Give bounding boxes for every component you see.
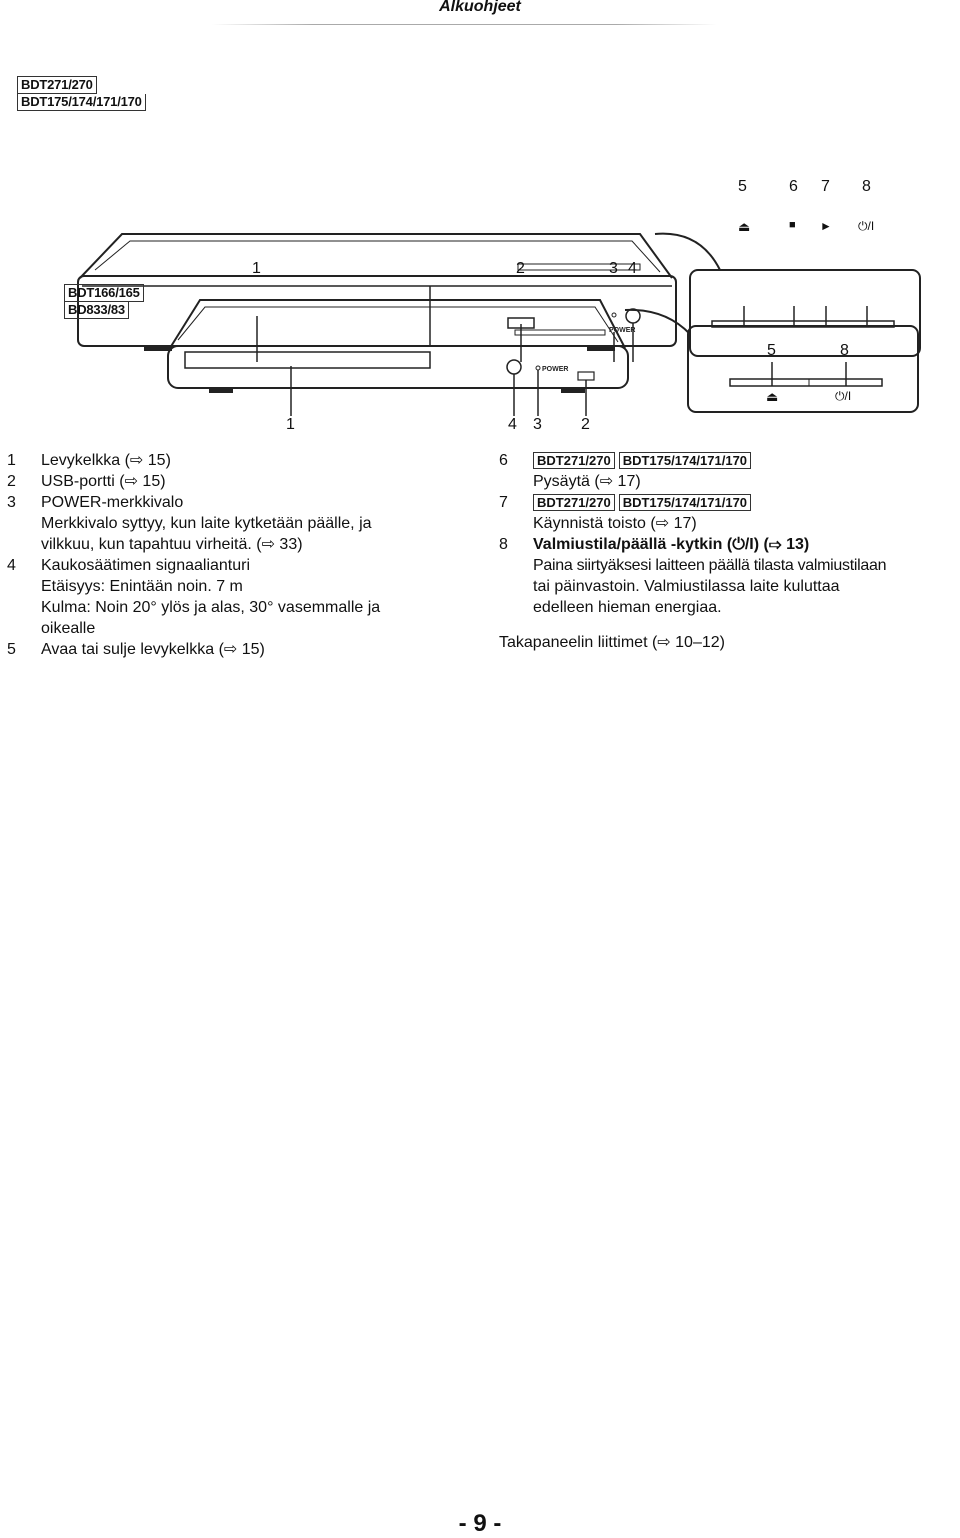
power-label-bottom: POWER [542, 366, 569, 373]
callout-3-top: 3 [609, 260, 618, 277]
callout-4-top: 4 [628, 260, 637, 277]
zoom-callout-6: 6 [789, 178, 798, 195]
callout-2-bottom: 2 [581, 416, 590, 433]
model-badge: BDT271/270 [533, 494, 615, 511]
device-illustration-bottom [0, 290, 960, 430]
eject-icon: ⏏ [738, 219, 751, 234]
list-item: 6 BDT271/270 BDT175/174/171/170 Pysäytä (⇨ 17) [499, 450, 959, 492]
power-standby-icon: ⏻/I [858, 219, 875, 233]
zoom-callout-7: 7 [821, 178, 830, 195]
parts-list-right [499, 450, 959, 618]
list-item: 7 BDT271/270 BDT175/174/171/170 Käynnistä toisto (⇨ 17) [499, 492, 959, 534]
callout-1-bottom: 1 [286, 416, 295, 433]
play-icon: ► [820, 219, 832, 233]
callout-3-bottom: 3 [533, 416, 542, 433]
callout-4-bottom: 4 [508, 416, 517, 433]
zoom-callout-8: 8 [862, 178, 871, 195]
list-item: 5 Avaa tai sulje levykelkka (⇨ 15) [7, 641, 265, 658]
stop-icon: ■ [789, 219, 796, 231]
power-standby-icon: ⏻/I [835, 389, 852, 403]
list-item: 4 Kaukosäätimen signaalianturi Etäisyys: Enintään noin. 7 m Kulma: Noin 20° ylös ja alas, 30° vasemmalle ja oikealle [7, 557, 381, 637]
model-badge: BDT175/174/171/170 [619, 494, 751, 511]
model-badge: BD833/83 [64, 302, 129, 319]
list-item: 3 POWER-merkkivalo Merkkivalo syttyy, kun laite kytketään päälle, ja vilkkuu, kun tapahtuu virheitä. (⇨ 33) [7, 494, 372, 553]
zoom-callout-5: 5 [738, 178, 747, 195]
header-divider [212, 24, 717, 25]
model-badges-top [17, 76, 146, 111]
parts-list-left [7, 450, 457, 660]
page-header-title: Alkuohjeet [439, 0, 521, 15]
page-number: - 9 - [458, 1510, 502, 1537]
power-label-top: POWER [609, 327, 636, 334]
model-badge: BDT175/174/171/170 [619, 452, 751, 469]
list-item: 2 USB-portti (⇨ 15) [7, 473, 166, 490]
zoom-callout-8-bottom: 8 [840, 342, 849, 359]
callout-1-top: 1 [252, 260, 261, 277]
callout-2-top: 2 [516, 260, 525, 277]
list-item: 8 Valmiustila/päällä -kytkin (⏻/I) (⇨ 13) Paina siirtyäksesi laitteen päällä tilasta valmiustilaan tai päinvastoin. Valmiustilassa laite kuluttaa edelleen hieman energiaa. [499, 536, 887, 616]
model-badge: BDT271/270 [17, 76, 97, 94]
model-badge: BDT271/270 [533, 452, 615, 469]
rear-panel-note: Takapaneelin liittimet (⇨ 10–12) [499, 634, 725, 651]
zoom-callout-5-bottom: 5 [767, 342, 776, 359]
list-item: 1 Levykelkka (⇨ 15) [7, 452, 171, 469]
eject-icon: ⏏ [766, 389, 779, 404]
model-badge: BDT175/174/171/170 [17, 94, 146, 111]
model-badge: BDT166/165 [64, 284, 144, 302]
